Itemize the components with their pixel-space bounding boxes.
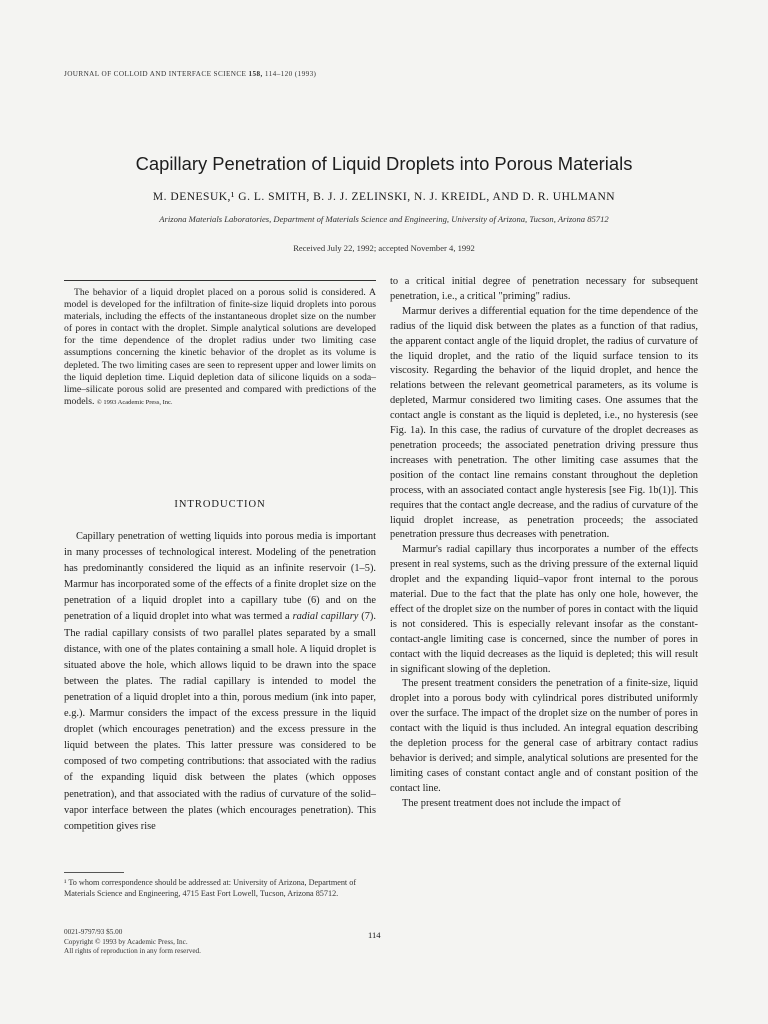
right-column-body (390, 275, 698, 812)
intro-text-a: Capillary penetration of wetting liquids into porous media is important in many processes of technological interest. Modeling of the penetration has predominantly considered the liquid as an infinite reservoir (1–5). Marmur has incorporated some of the effects of a finite droplet size on the penetration of a liquid droplet into a capillary tube (6) and on the penetration of a liquid droplet into what was termed a (64, 531, 376, 623)
journal-name: JOURNAL OF COLLOID AND INTERFACE SCIENCE (64, 70, 247, 78)
paragraph-marmur-equation: Marmur derives a differential equation for the time dependence of the radius of the liquid disk between the plates as a function of that radius, the apparent contact angle of the liquid droplet, the radius of curvature of the liquid droplet, and the ratio of the liquid surface tension to its viscosity. Regarding the behavior of the liquid droplet, and hence the relations between the relevant geometrical parameters, as its volume is depleted, Marmur considered two limiting cases. One assumes that the contact angle is constant as the liquid is depleted, i.e., no hysteresis (see Fig. 1a). In this case, the radius of curvature of the droplet decreases as penetration proceeds; the associated penetration driving pressure thus increases with penetration. The other limiting case assumes that the position of the contact line remains constant throughout the depletion process, with an associated contact angle hysteresis [see Fig. 1b(1)]. This requires that the contact angle decrease, and the radius of curvature of the liquid droplet increase, as penetration proceeds; the associated penetration pressure thus decreases with penetration. (390, 305, 698, 541)
section-heading-introduction: INTRODUCTION (174, 499, 266, 510)
page-number: 114 (368, 930, 381, 940)
abstract-rule (64, 280, 376, 281)
affiliation: Arizona Materials Laboratories, Department of Materials Science and Engineering, University of Arizona, Tucson, Arizona 85712 (159, 214, 609, 224)
paragraph-present-treatment-impact: The present treatment does not include the impact of (402, 797, 621, 809)
received-dates: Received July 22, 1992; accepted November 4, 1992 (293, 243, 475, 253)
footnote: ¹ To whom correspondence should be addressed at: University of Arizona, Department of Materials Science and Engineering, 4715 East Fort Lowell, Tucson, Arizona 85712. (64, 878, 357, 899)
intro-term-radial-capillary: radial capillary (292, 611, 359, 623)
paper-title: Capillary Penetration of Liquid Droplets into Porous Materials (135, 153, 633, 174)
abstract (64, 287, 376, 409)
paragraph-continued: to a critical initial degree of penetration necessary for subsequent penetration, i.e., a critical "priming" radius. (390, 276, 698, 302)
footnote-rule (64, 872, 124, 873)
abstract-text: The behavior of a liquid droplet placed on a porous solid is considered. A model is developed for the infiltration of finite-size liquid droplets into porous materials, including the effects of the instantaneous droplet size on the number of pores in contact with the droplet. Simple analytical solutions are developed for the time dependence of the droplet radius under two limiting case assumptions concerning the kinetic behavior of the droplet as its volume is depleted. The two limiting cases are seen to represent upper and lower limits on the liquid depletion time. Liquid depletion data of silicone liquids on a soda–lime–silicate porous solid are presented and compared with predictions of the models. (64, 287, 376, 407)
intro-paragraph (64, 529, 376, 835)
abstract-copyright: © 1993 Academic Press, Inc. (96, 398, 173, 406)
publication-info (64, 928, 304, 957)
journal-volume: 158, (248, 70, 263, 78)
author-list: M. DENESUK,¹ G. L. SMITH, B. J. J. ZELINSKI, N. J. KREIDL, AND D. R. UHLMANN (152, 191, 616, 203)
rights-line: All rights of reproduction in any form reserved. (64, 947, 201, 956)
intro-text-b: (7). The radial capillary consists of two parallel plates separated by a small distance, with one of the plates containing a small hole. A liquid droplet is situated above the hole, which allows liquid to be drawn into the space between the plates. The radial capillary is intended to model the penetration of a liquid droplet into a thin, porous medium (ink into paper, e.g.). Marmur considers the impact of the excess pressure in the liquid droplet (which encourages penetration) and the excess pressure in the liquid between the plates. This latter pressure was considered to be composed of two competing contributions: that associated with the radius of the expanding liquid disk between the plates (which opposes penetration), and that associated with the radius of curvature of the solid–vapor interface between the plates (which encourages penetration). This competition gives rise (64, 611, 376, 832)
journal-pages-year: 114–120 (1993) (264, 70, 317, 78)
copyright-line: Copyright © 1993 by Academic Press, Inc. (64, 937, 188, 946)
issn-price: 0021-9797/93 $5.00 (64, 928, 123, 936)
journal-header (64, 70, 316, 78)
left-column-body (64, 529, 376, 835)
paragraph-radial-capillary: Marmur's radial capillary thus incorporates a number of the effects present in real systems, such as the driving pressure of the external liquid droplet and the expanding liquid–vapor front internal to the porous material. Due to the fact that the plate has only one hole, however, the effect of the droplet size on the number of pores in contact with the liquid is not considered. This is especially relevant insofar as the constant-contact-angle limiting case is concerned, since the number of pores in contact with the liquid decreases as the liquid is depleted; this will result in significant slowing of the depletion. (390, 544, 698, 675)
paragraph-present-treatment: The present treatment considers the penetration of a finite-size, liquid droplet into a porous body with cylindrical pores distributed uniformly over the surface. The impact of the droplet size on the number of pores in contact with the liquid is thus included. An integral equation describing the depletion process for the general case of arbitrary contact radius behavior is derived; and simple, analytical solutions are presented for the limiting cases of constant contact angle and of constant position of the contact line. (390, 678, 698, 794)
